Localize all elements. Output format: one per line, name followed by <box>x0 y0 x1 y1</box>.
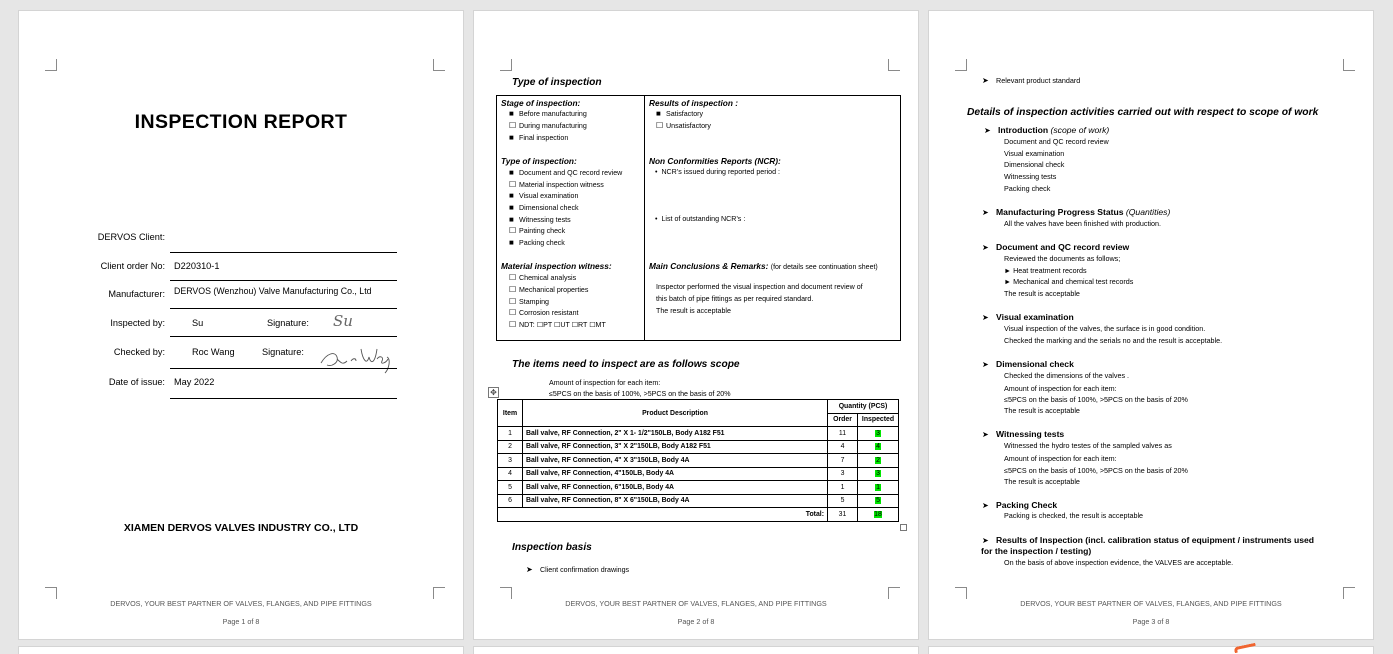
cell-description: Ball valve, RF Connection, 8" X 6"150LB, Body 4A <box>523 494 828 508</box>
page-footer: DERVOS, YOUR BEST PARTNER OF VALVES, FLANGES, AND PIPE FITTINGS <box>1020 599 1282 608</box>
report-title: INSPECTION REPORT <box>134 111 348 133</box>
results-title-cont: for the inspection / testing) <box>981 546 1092 556</box>
section-line: Visual inspection of the valves, the surface is in good condition. <box>1004 324 1206 333</box>
cell-description: Ball valve, RF Connection, 4"150LB, Body 4A <box>523 467 828 481</box>
crop-mark <box>1343 59 1355 71</box>
section-title: ➤ Visual examination <box>982 312 1074 322</box>
checkbox-item: ■ Visual examination <box>509 191 579 200</box>
cell-description: Ball valve, RF Connection, 4" X 3"150LB, Body 4A <box>523 454 828 468</box>
field-underline <box>170 308 397 309</box>
cell-order: 5 <box>828 494 858 508</box>
page-1 <box>18 10 464 640</box>
total-order: 31 <box>828 508 858 522</box>
checkbox-item: ■ Satisfactory <box>656 109 704 118</box>
cell-order: 11 <box>828 427 858 441</box>
section-line: ≤5PCS on the basis of 100%, >5PCS on the basis of 20% <box>1004 466 1188 475</box>
table-row <box>498 427 899 441</box>
table-resize-handle[interactable] <box>900 524 907 531</box>
order-value: D220310-1 <box>174 261 220 271</box>
cell-order: 1 <box>828 481 858 495</box>
section-title: ➤ Manufacturing Progress Status (Quantities) <box>982 207 1171 217</box>
col-header-quantity: Quantity (PCS) <box>828 400 899 414</box>
inspection-basis-heading: Inspection basis <box>512 542 592 553</box>
cell-inspected: 4 <box>858 440 899 454</box>
section-line: Packing check <box>1004 184 1051 193</box>
inspection-type-box <box>496 95 901 341</box>
checkbox-item: ■ Document and QC record review <box>509 168 623 177</box>
crop-mark <box>433 59 445 71</box>
signature-label: Signature: <box>267 318 309 328</box>
field-underline <box>170 280 397 281</box>
cell-order: 3 <box>828 467 858 481</box>
checkbox-item: ■ Final inspection <box>509 133 569 142</box>
checkbox-item: ■ Packing check <box>509 238 565 247</box>
cell-item: 6 <box>498 494 523 508</box>
cell-order: 7 <box>828 454 858 468</box>
manufacturer-value: DERVOS (Wenzhou) Valve Manufacturing Co., Ltd <box>174 286 372 296</box>
field-underline <box>170 368 397 369</box>
table-row <box>498 454 899 468</box>
results-title: ➤ Results of Inspection (incl. calibration status of equipment / instruments used <box>982 535 1315 545</box>
checkbox-item: ☐ Corrosion resistant <box>509 308 579 317</box>
section-title: ➤ Witnessing tests <box>982 429 1065 439</box>
table-move-handle-icon[interactable]: ✥ <box>488 387 499 398</box>
col-header-item: Item <box>498 400 523 427</box>
table-row <box>498 440 899 454</box>
cell-item: 4 <box>498 467 523 481</box>
conclusion-line: Inspector performed the visual inspection and document review of <box>656 283 863 291</box>
col-header-description: Product Description <box>523 400 828 427</box>
checked-label: Checked by: <box>113 347 165 357</box>
signature-image: Su <box>333 312 353 330</box>
section-line: Document and QC record review <box>1004 137 1109 146</box>
page-3 <box>928 10 1374 640</box>
checkbox-item: ■ Witnessing tests <box>509 215 571 224</box>
conclusion-line: this batch of pipe fittings as per required standard. <box>656 295 814 303</box>
manufacturer-label: Manufacturer: <box>108 289 165 299</box>
crop-mark <box>500 587 512 599</box>
inspected-value: Su <box>192 318 204 328</box>
section-title: ➤ Introduction (scope of work) <box>984 125 1110 135</box>
section-title: ➤ Document and QC record review <box>982 242 1130 252</box>
cell-item: 5 <box>498 481 523 495</box>
section-title: ➤ Dimensional check <box>982 359 1074 369</box>
col-header-order: Order <box>828 413 858 427</box>
results-heading: Results of inspection : <box>649 98 738 108</box>
section-line: Visual examination <box>1004 149 1065 158</box>
cell-description: Ball valve, RF Connection, 3" X 2"150LB, Body A182 F51 <box>523 440 828 454</box>
crop-mark <box>45 59 57 71</box>
details-heading: Details of inspection activities carried out with respect to scope of work <box>967 107 1319 118</box>
cell-description: Ball valve, RF Connection, 2" X 1- 1/2"150LB, Body A182 F51 <box>523 427 828 441</box>
section-line: ► Heat treatment records <box>1004 266 1087 275</box>
page-number: Page 1 of 8 <box>222 617 260 626</box>
section-line: The result is acceptable <box>1004 477 1080 486</box>
section-line: The result is acceptable <box>1004 406 1080 415</box>
crop-mark <box>1343 587 1355 599</box>
conclusion-line: The result is acceptable <box>656 307 731 315</box>
checkbox-item: ■ Before manufacturing <box>509 109 587 118</box>
cell-inspected: 1 <box>858 481 899 495</box>
company-name: XIAMEN DERVOS VALVES INDUSTRY CO., LTD <box>123 522 359 534</box>
section-line: ≤5PCS on the basis of 100%, >5PCS on the basis of 20% <box>1004 395 1188 404</box>
field-underline <box>170 398 397 399</box>
items-table <box>497 399 899 522</box>
crop-mark <box>888 59 900 71</box>
page-footer: DERVOS, YOUR BEST PARTNER OF VALVES, FLANGES, AND PIPE FITTINGS <box>110 599 372 608</box>
crop-mark <box>888 587 900 599</box>
cell-item: 2 <box>498 440 523 454</box>
table-total-row <box>498 508 899 522</box>
order-label: Client order No: <box>100 261 165 271</box>
ncr-issued: • NCR’s issued during reported period : <box>655 168 780 176</box>
section-title: ➤ Packing Check <box>982 500 1058 510</box>
type-sub-heading: Type of inspection: <box>501 156 577 166</box>
cell-inspected: 3 <box>858 467 899 481</box>
field-underline <box>170 336 397 337</box>
amount-line: Amount of inspection for each item: <box>549 379 661 387</box>
checkbox-item: ☐ Painting check <box>509 226 566 235</box>
checkbox-item: ☐ Unsatisfactory <box>656 121 711 130</box>
client-label: DERVOS Client: <box>97 232 165 242</box>
col-header-inspected: Inspected <box>858 413 899 427</box>
section-line: Packing is checked, the result is acceptable <box>1004 511 1144 520</box>
section-line: The result is acceptable <box>1004 289 1080 298</box>
section-line: Checked the dimensions of the valves . <box>1004 371 1130 380</box>
list-item: ➤ Relevant product standard <box>982 76 1081 85</box>
page-stub <box>473 646 919 654</box>
section-line: ► Mechanical and chemical test records <box>1004 277 1134 286</box>
field-underline <box>170 252 397 253</box>
results-line: On the basis of above inspection evidence, the VALVES are acceptable. <box>1004 558 1234 567</box>
material-heading: Material inspection witness: <box>501 261 612 271</box>
signature-image <box>317 341 395 377</box>
cell-inspected: 2 <box>858 454 899 468</box>
table-row <box>498 494 899 508</box>
page-stub <box>18 646 464 654</box>
inspected-label: Inspected by: <box>110 318 165 328</box>
section-line: Dimensional check <box>1004 160 1065 169</box>
section-line: All the valves have been finished with production. <box>1004 219 1162 228</box>
date-label: Date of issue: <box>108 377 165 387</box>
checkbox-item: ■ Dimensional check <box>509 203 579 212</box>
checkbox-item: ☐ NDT: ☐PT ☐UT ☐RT ☐MT <box>509 320 606 329</box>
items-heading: The items need to inspect are as follows scope <box>512 359 740 370</box>
section-line: Amount of inspection for each item: <box>1004 454 1117 463</box>
section-line: Witnessed the hydro testes of the sampled valves as <box>1004 441 1172 450</box>
page-stub <box>928 646 1374 654</box>
page-number: Page 2 of 8 <box>677 617 715 626</box>
checkbox-item: ☐ Chemical analysis <box>509 273 577 282</box>
crop-mark <box>45 587 57 599</box>
type-of-inspection-heading: Type of inspection <box>512 77 602 88</box>
cell-inspected: 5 <box>858 494 899 508</box>
checkbox-item: ☐ Stamping <box>509 297 549 306</box>
section-line: Amount of inspection for each item: <box>1004 384 1117 393</box>
stage-heading: Stage of inspection: <box>501 98 581 108</box>
page-number: Page 3 of 8 <box>1132 617 1170 626</box>
box-divider <box>644 96 645 340</box>
crop-mark <box>955 59 967 71</box>
section-line: Checked the marking and the serials no and the result is acceptable. <box>1004 336 1223 345</box>
table-row <box>498 467 899 481</box>
checkbox-item: ☐ During manufacturing <box>509 121 587 130</box>
crop-mark <box>433 587 445 599</box>
ncr-outstanding: • List of outstanding NCR’s : <box>655 215 746 223</box>
total-label: Total: <box>498 508 828 522</box>
basis-item: ➤ Client confirmation drawings <box>526 565 630 574</box>
page-2 <box>473 10 919 640</box>
total-inspected: 18 <box>858 508 899 522</box>
date-value: May 2022 <box>174 377 215 387</box>
cell-order: 4 <box>828 440 858 454</box>
table-row <box>498 481 899 495</box>
cell-item: 3 <box>498 454 523 468</box>
cell-inspected: 3 <box>858 427 899 441</box>
cell-description: Ball valve, RF Connection, 6"150LB, Body 4A <box>523 481 828 495</box>
amount-line: ≤5PCS on the basis of 100%, >5PCS on the basis of 20% <box>549 390 731 398</box>
cell-item: 1 <box>498 427 523 441</box>
crop-mark <box>500 59 512 71</box>
checkbox-item: ☐ Mechanical properties <box>509 285 589 294</box>
crop-mark <box>955 587 967 599</box>
section-line: Reviewed the documents as follows; <box>1004 254 1121 263</box>
page-footer: DERVOS, YOUR BEST PARTNER OF VALVES, FLANGES, AND PIPE FITTINGS <box>565 599 827 608</box>
checked-value: Roc Wang <box>192 347 235 357</box>
section-line: Witnessing tests <box>1004 172 1057 181</box>
signature-label: Signature: <box>262 347 304 357</box>
checkbox-item: ☐ Material inspection witness <box>509 180 604 189</box>
ncr-heading: Non Conformities Reports (NCR): <box>649 156 781 166</box>
conclusions-heading: Main Conclusions & Remarks: (for details see continuation sheet) <box>649 261 878 271</box>
